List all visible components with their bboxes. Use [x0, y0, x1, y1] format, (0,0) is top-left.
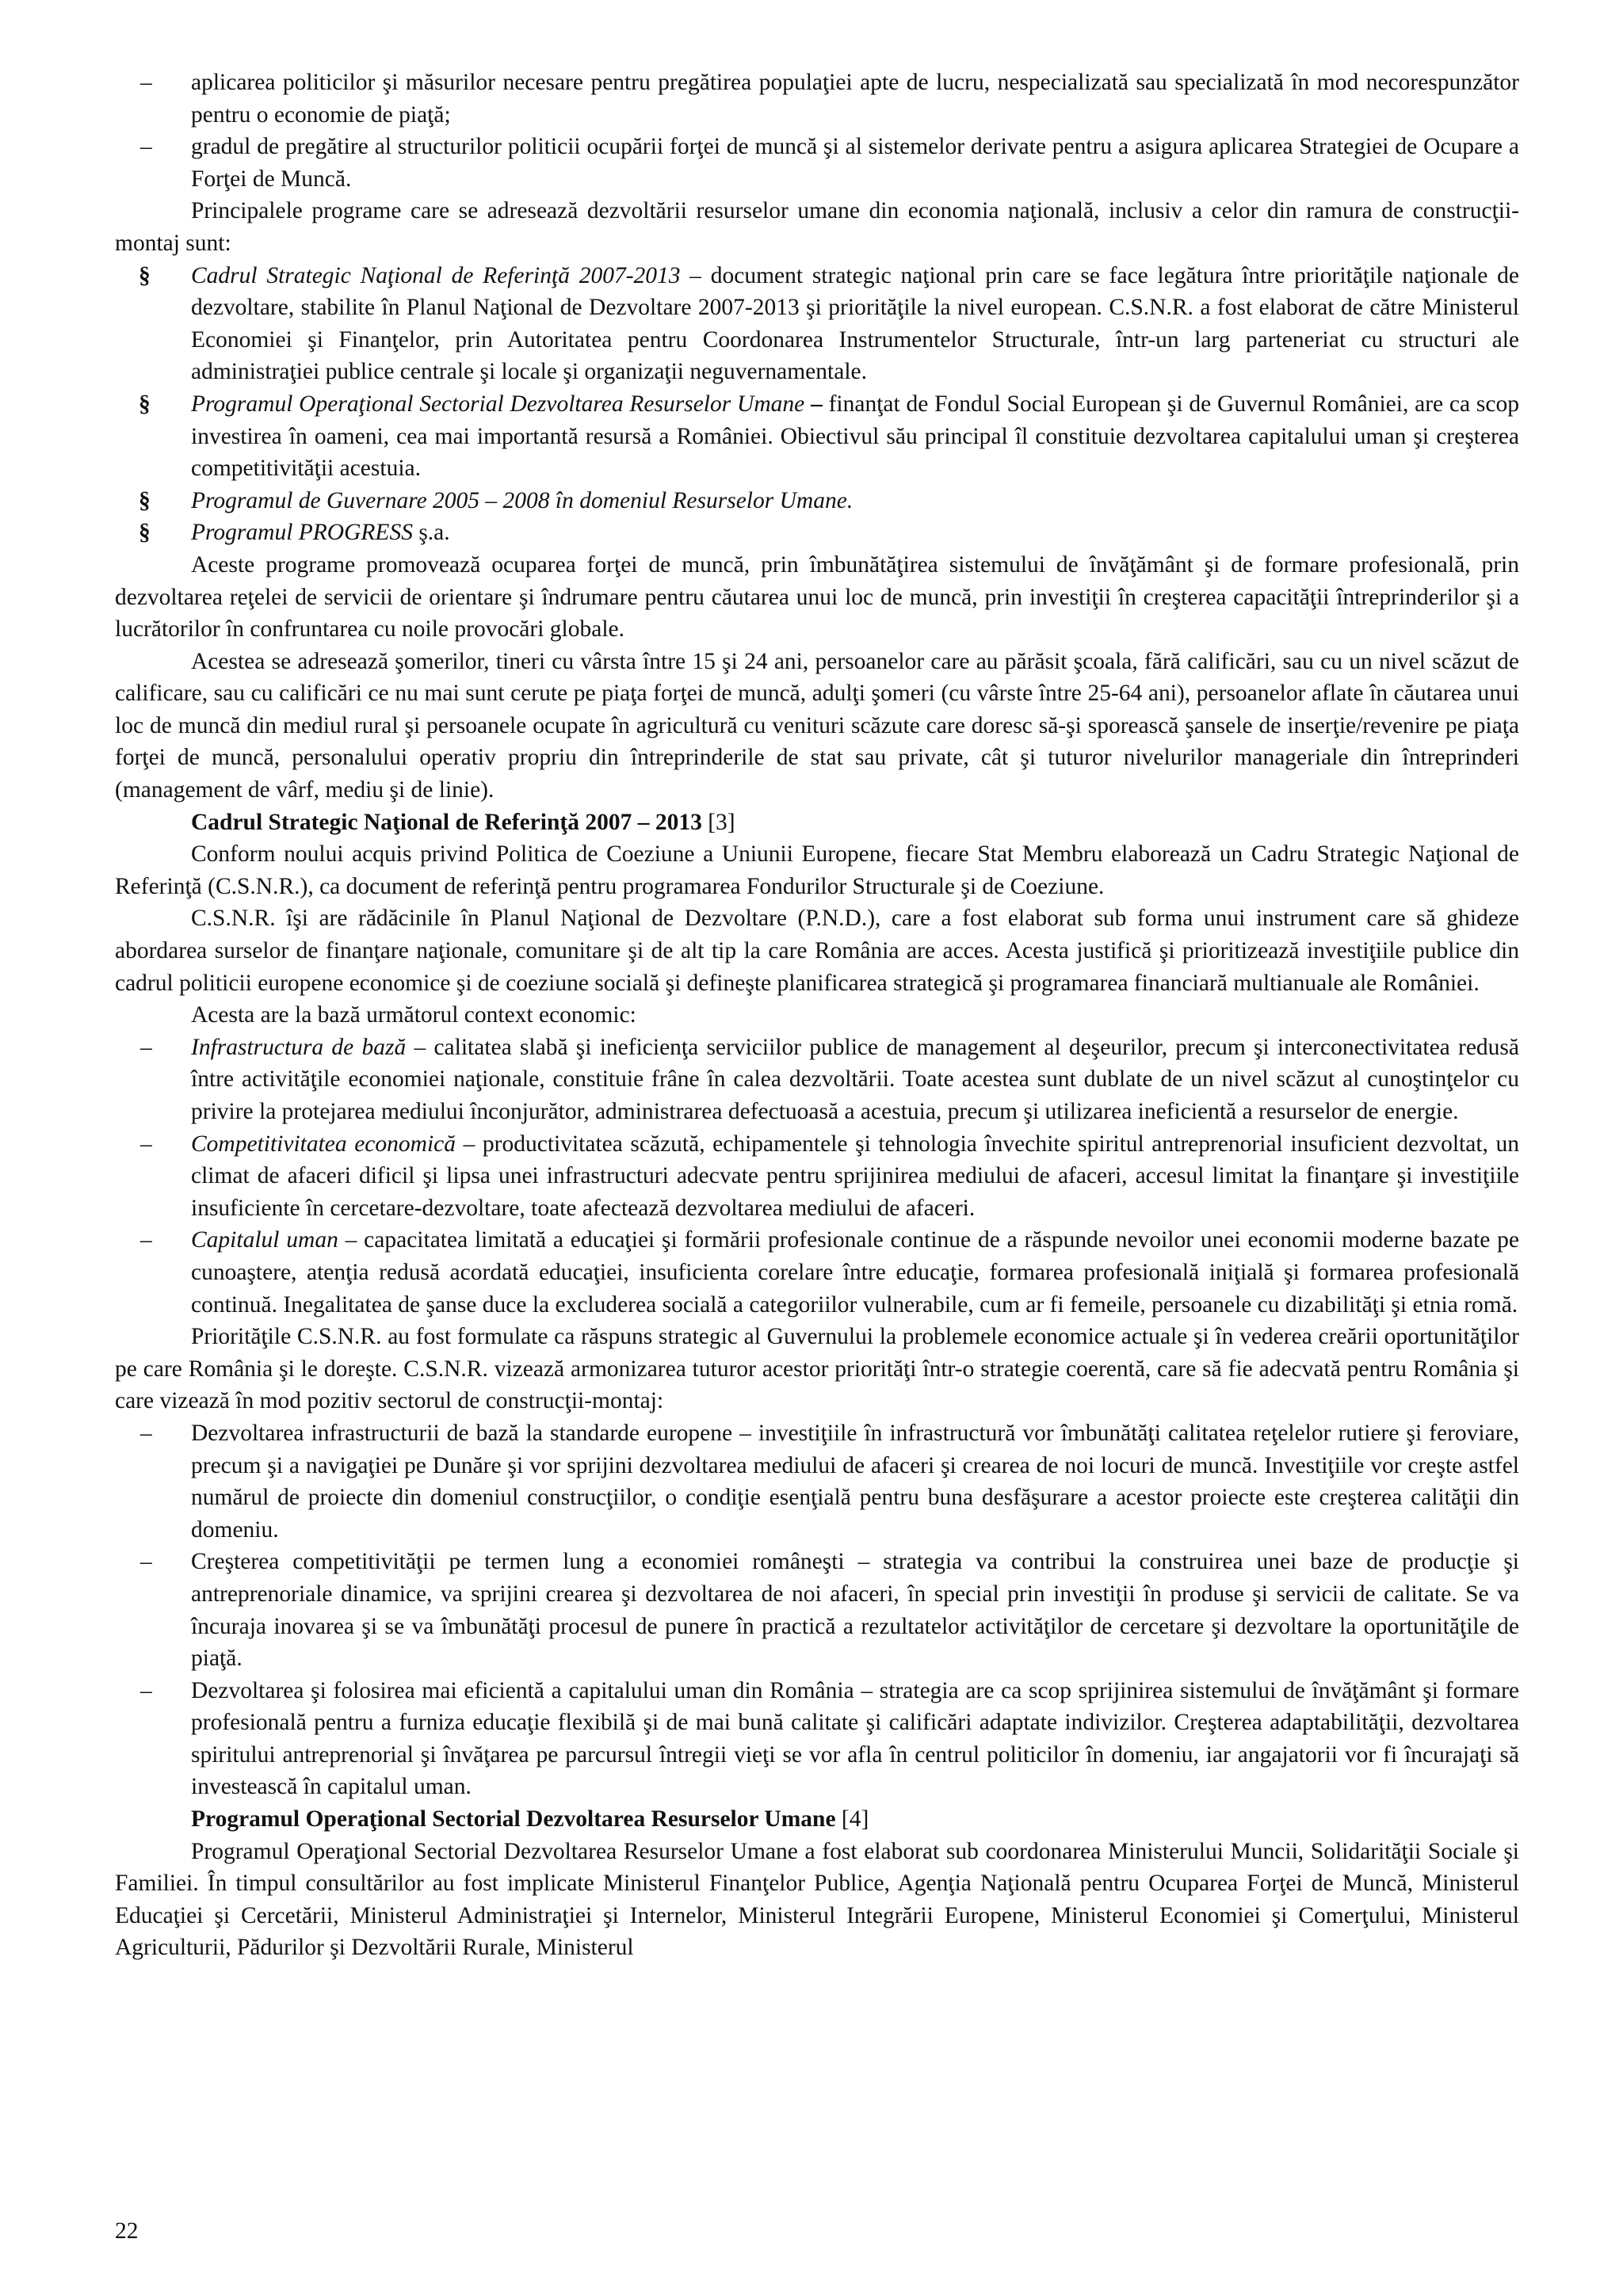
- section-list-item: [115, 260, 1519, 388]
- dash-list-item: [115, 1417, 1519, 1546]
- section-bullet: §: [139, 487, 151, 513]
- text-run: Conform noului acquis privind Politica de Coeziune a Uniunii Europene, fiecare Stat Membru elaborează un Cadru Strategic Naţional de Referinţă (C.S.N.R.), ca document de referinţă pentru programarea Fondurilor Structurale şi de Coeziune.: [115, 841, 1519, 899]
- text-run: finanţat de Fondul Social European şi de Guvernul României, are ca scop investirea în oameni, cea mai importantă resursă a României. Obiectivul său principal îl constituie dezvoltarea capitalului uman şi creşterea competitivităţii acestuia.: [191, 391, 1519, 482]
- dash-bullet: –: [140, 134, 152, 160]
- dash-list-item: [115, 1032, 1519, 1128]
- text-run: Dezvoltarea şi folosirea mai eficientă a capitalului uman din România – strategia are ca scop sprijinirea sistemului de învăţământ şi formare profesională pentru a furniza educaţie flexibilă şi de mai bună calitate şi calificări adaptate indivizilor. Creşterea adaptabilităţii, dezvoltarea spiritului antreprenorial şi învăţarea pe parcursul întregii vieţi se vor afla în centrul politicilor în domeniu, iar angajatorii vor fi încurajaţi să investească în capitalul uman.: [191, 1677, 1519, 1800]
- dash-list-item: [115, 1224, 1519, 1321]
- text-run: Principalele programe care se adresează dezvoltării resurselor umane din economia naţională, inclusiv a celor din ramura de construcţii-montaj sunt:: [115, 198, 1519, 256]
- text-run: ş.a.: [412, 520, 450, 546]
- text-run: –: [804, 391, 829, 417]
- text-run: Cadrul Strategic Naţional de Referinţă 2007 – 2013: [191, 809, 702, 835]
- dash-list-item: [115, 1546, 1519, 1674]
- text-run: gradul de pregătire al structurilor politicii ocupării forţei de muncă şi al sistemelor derivate pentru a asigura aplicarea Strategiei de Ocupare a Forţei de Muncă.: [191, 134, 1519, 192]
- text-run: Programul PROGRESS: [191, 520, 413, 546]
- section-bullet: §: [139, 391, 151, 417]
- paragraph: [115, 549, 1519, 646]
- text-run: – productivitatea scăzută, echipamentele şi tehnologia învechite spiritul antreprenorial insuficient dezvoltat, un climat de afaceri dificil şi lipsa unei infrastructuri adecvate pentru sprijinirea mediului de afaceri, accesul limitat la finanţare şi investiţiile insuficiente în cercetare-dezvoltare, toate afectează dezvoltarea mediului de afaceri.: [191, 1131, 1519, 1221]
- text-run: [4]: [835, 1806, 869, 1833]
- dash-bullet: –: [140, 1034, 152, 1060]
- paragraph: [115, 902, 1519, 999]
- text-run: Priorităţile C.S.N.R. au fost formulate ca răspuns strategic al Guvernului la problemele economice actuale şi în vederea creării oportunităţilor pe care România şi le doreşte. C.S.N.R. vizează armonizarea tuturor acestor priorităţi într-o strategie coerentă, care să fie adecvată pentru România şi care vizează în mod pozitiv sectorul de construcţii-montaj:: [115, 1324, 1519, 1414]
- text-run: Acesta are la bază următorul context economic:: [191, 1002, 636, 1028]
- text-run: – calitatea slabă şi ineficienţa serviciilor publice de management al deşeurilor, precum şi interconectivitatea redusă între activităţile economiei naţionale, constituie frâne în calea dezvoltării. Toate acestea sunt dublate de un nivel scăzut al cunoştinţelor cu privire la protejarea mediului înconjurător, administrarea defectuoasă a acestuia, precum şi utilizarea ineficientă a resurselor de energie.: [191, 1034, 1520, 1124]
- paragraph: [115, 838, 1519, 902]
- section-heading: [115, 1803, 1519, 1836]
- dash-bullet: –: [140, 1227, 152, 1253]
- dash-bullet: –: [140, 1131, 152, 1157]
- text-run: Acestea se adresează şomerilor, tineri cu vârsta între 15 şi 24 ani, persoanelor care au părăsit şcoala, fără calificări, sau cu un nivel scăzut de calificare, sau cu calificări ce nu mai sunt cerute pe piaţa forţei de muncă, adulţi şomeri (cu vârste între 25-64 ani), persoanelor aflate în căutarea unui loc de muncă din mediul rural şi persoanele ocupate în agricultură cu venituri scăzute care doresc să-şi sporească şansele de inserţie/revenire pe piaţa forţei de muncă, personalului operativ propriu din întreprinderile de stat sau private, cât şi tuturor nivelurilor manageriale din întreprinderi (management de vârf, mediu şi de linie).: [115, 648, 1519, 803]
- dash-list-item: [115, 1675, 1519, 1803]
- paragraph: [115, 1836, 1519, 1964]
- text-run: Cadrul Strategic Naţional de Referinţă 2007-2013: [191, 262, 681, 288]
- text-run: Dezvoltarea infrastructurii de bază la standarde europene – investiţiile în infrastructură vor îmbunătăţi calitatea reţelelor rutiere şi feroviare, precum şi a navigaţiei pe Dunăre şi vor sprijini dezvoltarea mediului de afaceri şi crearea de noi locuri de muncă. Investiţiile vor creşte astfel numărul de proiecte din domeniul construcţiilor, o condiţie esenţială pentru buna desfăşurare a acestor proiecte este creşterea calităţii din domeniu.: [191, 1420, 1519, 1543]
- section-bullet: §: [139, 520, 151, 546]
- text-run: Programul de Guvernare 2005 – 2008 în domeniul Resurselor Umane.: [191, 487, 854, 513]
- text-run: – document strategic naţional prin care se face legătura între priorităţile naţionale de dezvoltare, stabilite în Planul Naţional de Dezvoltare 2007-2013 şi priorităţile la nivel european. C.S.N.R. a fost elaborat de către Ministerul Economiei şi Finanţelor, prin Autoritatea pentru Coordonarea Instrumentelor Structurale, într-un larg parteneriat cu structuri ale administraţiei publice centrale şi locale şi organizaţii neguvernamentale.: [191, 262, 1519, 385]
- document-body: [115, 67, 1519, 1964]
- text-run: Competitivitatea economică: [191, 1131, 456, 1157]
- paragraph: [115, 195, 1519, 259]
- text-run: – capacitatea limitată a educaţiei şi formării profesionale continue de a răspunde nevoilor unei economii moderne bazate pe cunoaştere, atenţia redusă acordată educaţiei, insuficienta corelare între educaţie, formarea profesională iniţială şi formarea profesională continuă. Inegalitatea de şanse duce la excluderea socială a categoriilor vulnerabile, cum ar fi femeile, persoanele cu dizabilităţi şi etnia romă.: [191, 1227, 1520, 1318]
- text-run: Programul Operaţional Sectorial Dezvoltarea Resurselor Umane: [191, 391, 805, 417]
- section-list-item: [115, 388, 1519, 485]
- section-bullet: §: [139, 262, 151, 288]
- section-heading: [115, 807, 1519, 839]
- text-run: Infrastructura de bază: [191, 1034, 407, 1060]
- dash-bullet: –: [140, 1677, 152, 1703]
- paragraph: [115, 1321, 1519, 1417]
- text-run: aplicarea politicilor şi măsurilor necesare pentru pregătirea populaţiei apte de lucru, nespecializată sau specializată în mod necorespunzător pentru o economie de piaţă;: [191, 70, 1519, 128]
- dash-list-item: [115, 131, 1519, 195]
- text-run: Capitalul uman: [191, 1227, 338, 1253]
- section-list-item: [115, 517, 1519, 549]
- section-list-item: [115, 485, 1519, 517]
- text-run: C.S.N.R. îşi are rădăcinile în Planul Naţional de Dezvoltare (P.N.D.), care a fost elaborat sub forma unui instrument care să ghideze abordarea surselor de finanţare naţionale, comunitare şi de alt tip la care România are acces. Acesta justifică şi prioritizează investiţiile publice din cadrul politicii europene economice şi de coeziune socială şi defineşte planificarea strategică şi programarea financiară multianuale ale României.: [115, 906, 1519, 996]
- dash-bullet: –: [140, 1549, 152, 1575]
- dash-bullet: –: [140, 70, 152, 95]
- dash-bullet: –: [140, 1420, 152, 1446]
- text-run: Creşterea competitivităţii pe termen lung a economiei româneşti – strategia va contribui la construirea unei baze de producţie şi antreprenoriale dinamice, va sprijini crearea şi dezvoltarea de noi afaceri, în special prin investiţii în produse şi servicii de calitate. Se va încuraja inovarea şi se va îmbunătăţi procesul de punere în practică a rezultatelor activităţilor de cercetare şi dezvoltare la oportunităţile de piaţă.: [191, 1549, 1519, 1672]
- paragraph: [115, 646, 1519, 807]
- text-run: Programul Operaţional Sectorial Dezvoltarea Resurselor Umane a fost elaborat sub coordonarea Ministerului Muncii, Solidarităţii Sociale şi Familiei. În timpul consultărilor au fost implicate Ministerul Finanţelor Publice, Agenţia Naţională pentru Ocuparea Forţei de Muncă, Ministerul Educaţiei şi Cercetării, Ministerul Administraţiei şi Internelor, Ministerul Integrării Europene, Ministerul Economiei şi Comerţului, Ministerul Agriculturii, Pădurilor şi Dezvoltării Rurale, Ministerul: [115, 1838, 1519, 1961]
- text-run: Programul Operaţional Sectorial Dezvoltarea Resurselor Umane: [191, 1806, 836, 1833]
- paragraph: [115, 999, 1519, 1032]
- page-number: 22: [115, 2218, 139, 2244]
- dash-list-item: [115, 1128, 1519, 1225]
- text-run: [3]: [701, 809, 735, 835]
- text-run: Aceste programe promovează ocuparea forţei de muncă, prin îmbunătăţirea sistemului de învăţământ şi de formare profesională, prin dezvoltarea reţelei de servicii de orientare şi îndrumare pentru căutarea unui loc de muncă, prin investiţii în creşterea capacităţii întreprinderilor şi a lucrătorilor în confruntarea cu noile provocări globale.: [115, 551, 1519, 643]
- dash-list-item: [115, 67, 1519, 131]
- document-page: [115, 67, 1519, 2269]
